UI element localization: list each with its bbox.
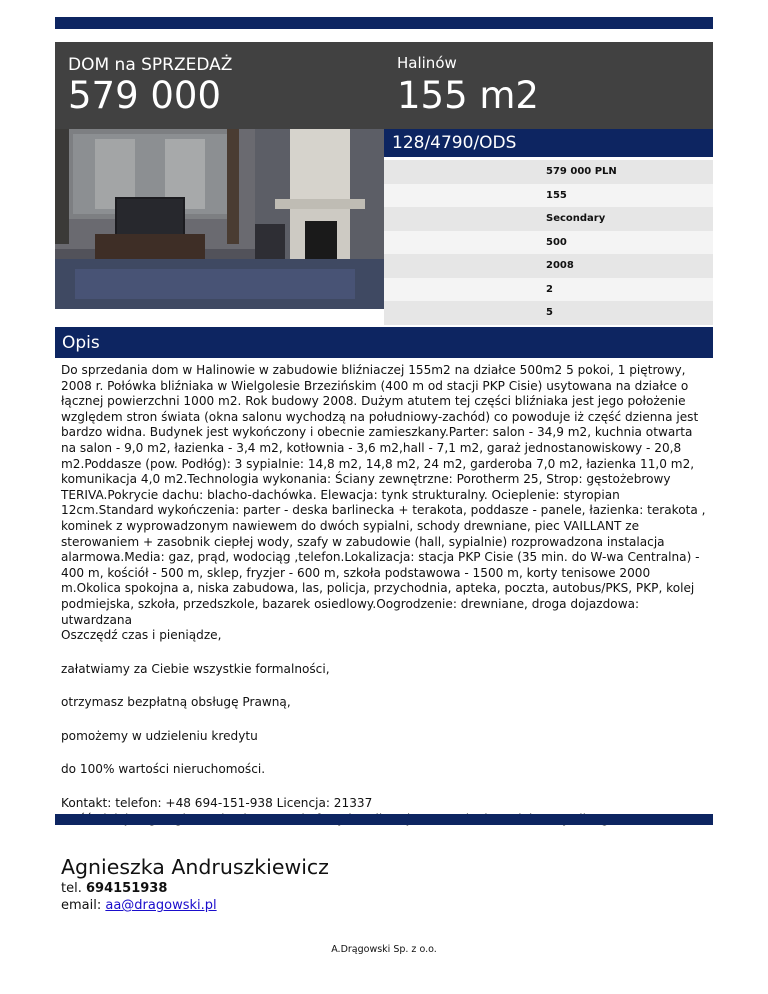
company-footer: A.Drągowski Sp. z o.o. [331, 944, 437, 955]
email-label: email: [61, 898, 102, 913]
agent-phone-line [61, 881, 329, 896]
description-heading: Opis [62, 333, 100, 353]
reference-number: 128/4790/ODS [392, 133, 517, 153]
detail-row [384, 231, 713, 255]
detail-row [384, 207, 713, 231]
description-line: pomożemy w udzieleniu kredytu [61, 728, 258, 743]
description-line: Oszczędź czas i pieniądze, [61, 628, 222, 643]
description-line: do 100% wartości nieruchomości. [61, 762, 266, 777]
listing-price: 579 000 [68, 74, 222, 117]
listing-area: 155 m2 [397, 74, 539, 117]
listing-header [55, 42, 713, 129]
detail-area: 155 [546, 189, 567, 201]
detail-price: 579 000 PLN [546, 166, 617, 178]
detail-row [384, 160, 713, 184]
reference-bar [384, 129, 713, 157]
detail-floors: 2 [546, 283, 553, 295]
description-heading-bar [55, 327, 713, 358]
detail-plot-area: 500 [546, 236, 567, 248]
detail-row [384, 301, 713, 325]
agent-name: Agnieszka Andruszkiewicz [61, 855, 329, 879]
living-room-photo [55, 129, 384, 309]
top-accent-bar [55, 17, 713, 29]
details-table [384, 160, 713, 325]
description-line: otrzymasz bezpłatną obsługę Prawną, [61, 695, 291, 710]
detail-rooms: 5 [546, 307, 553, 319]
agent-email-link[interactable]: aa@dragowski.pl [105, 898, 217, 913]
property-photo [55, 129, 384, 309]
agent-phone: 694151938 [85, 881, 168, 896]
detail-row [384, 254, 713, 278]
agent-block [61, 855, 329, 913]
agent-email-line [61, 898, 329, 913]
description-line: załatwiamy za Ciebie wszystkie formalności, [61, 661, 330, 676]
bottom-accent-bar [55, 814, 713, 825]
phone-label: tel. [61, 881, 82, 896]
listing-location: Halinów [397, 54, 457, 72]
detail-market: Secondary [546, 213, 606, 225]
detail-year: 2008 [546, 260, 574, 272]
description-main: Do sprzedania dom w Halinowie w zabudowie bliźniaczej 155m2 na działce 500m2 5 pokoi, 1 piętrowy, 2008 r. Połówka bliźniaka w Wielgolesie Brzezińskim (400 m od stacji PKP Cisie) usytowana na działce o łącznej powierzchni 1000 m2. Rok budowy 2008. Dużym atutem tej części bliźniaka jest jego położenie względem stron świata (okna salonu wychodzą na południowy-zachód) co powoduje iż część dzienna jest bardzo widna. Budynek jest wykończony i obecnie zamieszkany.Parter: salon - 34,9 m2, kuchnia otwarta na salon - 9,0 m2, łazienka - 3,4 m2, kotłownia - 3,6 m2,hall - 7,1 m2, garaż jednostanowiskowy - 20,8 m2.Poddasze (pow. Podłóg): 3 sypialnie: 14,8 m2, 14,8 m2, 24 m2, garderoba 7,0 m2, łazienka 11,0 m2, komunikacja 4,0 m2.Technologia wykonania: Ściany zewnętrzne: Porotherm 25, Strop: gęstożebrowy TERIVA.Pokrycie dachu: blacho-dachówka. Elewacja: tynk strukturalny. Ocieplenie: styropian 12cm.Standard wykończenia: parter - deska barlinecka + terakota, poddasze - panele, łazienka: terakota , kominek z wyprowadzonym nawiewem do dwóch sypialni, schody drewniane, piec VAILLANT ze sterowaniem + zasobnik ciepłej wody, szafy w zabudowie (hall, sypialnie) rozprowadzona instalacja alarmowa.Media: gaz, prąd, wodociąg ,telefon.Lokalizacja: stacja PKP Cisie (35 min. do W-wa Centralna) - 400 m, kościół - 500 m, sklep, fryzjer - 600 m, szkoła podstawowa - 1500 m, korty tenisowe 2000 m.Okolica spokojna a, niska zabudowa, las, policja, przychodnia, apteka, poczta, autobus/PKS, PKP, kolej podmiejska, szkoła, przedszkole, bazarek osiedlowy.Oogrodzenie: drewniane, droga dojazdowa: utwardzana [61, 363, 706, 627]
contact-line: Kontakt: telefon: +48 694-151-938 Licencja: 21337 [61, 796, 373, 811]
listing-type: DOM na SPRZEDAŻ [68, 55, 233, 75]
description-body [61, 363, 709, 827]
detail-row [384, 184, 713, 208]
detail-row [384, 278, 713, 302]
